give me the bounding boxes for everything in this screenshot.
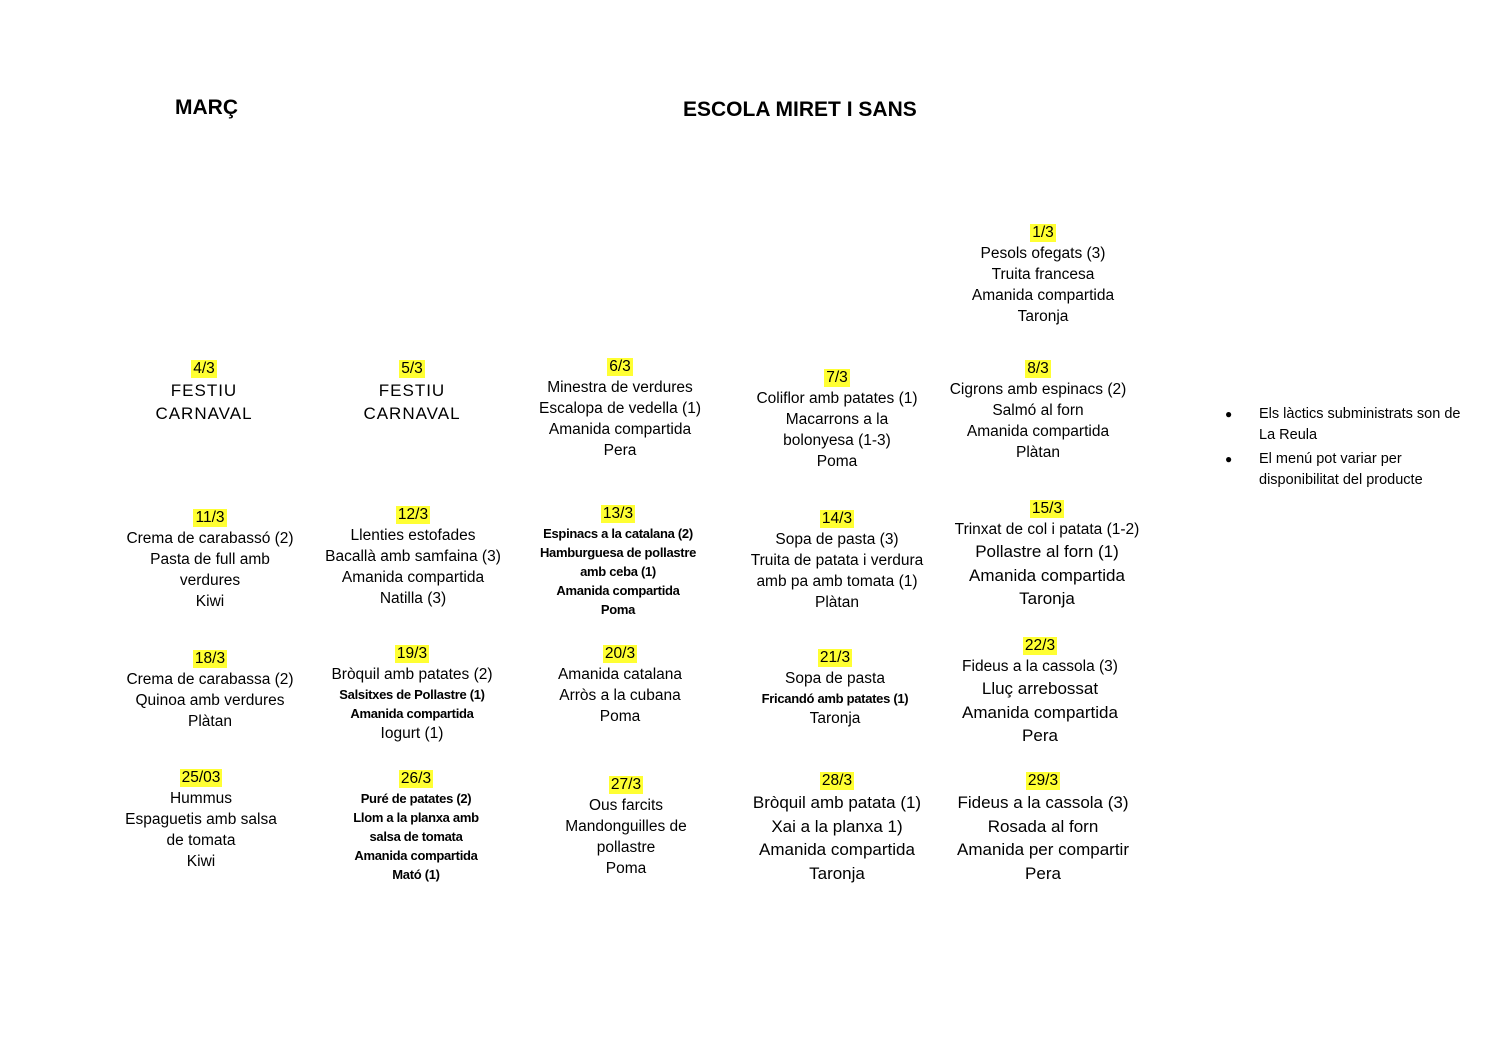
bullet-icon: ● <box>1225 452 1233 466</box>
menu-line: Puré de patates (2) <box>360 791 472 806</box>
menu-line: Pera <box>1022 726 1058 745</box>
day-cell-12-3 <box>303 504 523 609</box>
menu-line: Llom a la planxa amb <box>353 810 479 825</box>
menu-line: Hamburguesa de pollastre <box>539 545 697 560</box>
menu-line: Cigrons amb espinacs (2) <box>949 381 1127 398</box>
menu-line: Taronja <box>809 710 861 727</box>
day-cell-21-3 <box>725 647 945 729</box>
menu-line: Trinxat de col i patata (1-2) <box>954 521 1140 538</box>
menu-line: Amanida compartida <box>341 569 485 586</box>
day-cell-5-3 <box>302 358 522 425</box>
day-cell-14-3 <box>727 508 947 613</box>
note-item <box>1225 449 1465 491</box>
menu-line: Lluç arrebossat <box>981 679 1099 698</box>
menu-line: salsa de tomata <box>369 829 463 844</box>
day-cell-29-3 <box>933 770 1153 885</box>
day-date: 28/3 <box>821 772 853 789</box>
menu-line: CARNAVAL <box>155 404 253 423</box>
day-date: 14/3 <box>821 510 853 527</box>
day-cell-1-3 <box>933 222 1153 327</box>
menu-line: Salmó al forn <box>992 402 1084 419</box>
day-date: 27/3 <box>610 776 642 793</box>
day-cell-4-3 <box>94 358 314 425</box>
menu-line: Amanida compartida <box>962 702 1118 722</box>
menu-line: Escalopa de vedella (1) <box>539 400 701 417</box>
menu-line: amb pa amb tomata (1) <box>756 573 918 590</box>
menu-line: Truita de patata i verdura <box>750 552 924 569</box>
school-title: ESCOLA MIRET I SANS <box>683 98 917 121</box>
menu-line: Plàtan <box>188 713 232 730</box>
menu-line: Quinoa amb verdures <box>135 692 285 709</box>
menu-line: Minestra de verdures <box>547 379 693 396</box>
day-cell-25-03 <box>91 767 311 872</box>
menu-line: Plàtan <box>815 594 859 611</box>
menu-line: Pera <box>603 442 637 459</box>
menu-line: Espaguetis amb salsa <box>125 811 277 828</box>
day-date: 29/3 <box>1027 772 1059 789</box>
day-cell-11-3 <box>100 507 320 612</box>
menu-line: Mató (1) <box>392 867 440 882</box>
day-cell-7-3 <box>727 367 947 472</box>
day-cell-28-3 <box>727 770 947 885</box>
menu-line: Bròquil amb patates (2) <box>331 666 493 683</box>
day-cell-13-3 <box>508 503 728 619</box>
menu-line: Ous farcits <box>588 797 664 814</box>
menu-line: FESTIU <box>378 381 446 400</box>
menu-line: Kiwi <box>195 593 225 610</box>
menu-line: Rosada al forn <box>987 816 1099 836</box>
menu-line: Plàtan <box>1016 444 1060 461</box>
day-date: 19/3 <box>396 645 428 662</box>
day-date: 6/3 <box>609 358 631 375</box>
menu-line: Natilla (3) <box>379 590 447 607</box>
note-item <box>1225 404 1465 446</box>
menu-line: Taronja <box>1017 308 1069 325</box>
day-cell-27-3 <box>516 774 736 879</box>
day-cell-6-3 <box>510 356 730 461</box>
day-date: 20/3 <box>604 645 636 662</box>
menu-line: Fideus a la cassola (3) <box>957 793 1129 812</box>
menu-line: Kiwi <box>186 853 216 870</box>
note-text: El menú pot variar per disponibilitat del producte <box>1259 451 1423 488</box>
menu-line: Coliflor amb patates (1) <box>756 390 918 407</box>
menu-line: Iogurt (1) <box>380 725 444 742</box>
menu-line: Macarrons a la <box>785 411 889 428</box>
day-cell-22-3 <box>930 635 1150 748</box>
menu-line: Amanida compartida <box>759 840 915 859</box>
menu-line: Taronja <box>1019 589 1075 608</box>
menu-line: Sopa de pasta (3) <box>775 531 899 548</box>
day-date: 13/3 <box>602 505 634 522</box>
day-date: 7/3 <box>826 369 848 386</box>
menu-line: Poma <box>599 708 641 725</box>
menu-line: Amanida compartida <box>556 583 680 598</box>
day-date: 22/3 <box>1024 637 1056 654</box>
menu-line: Crema de carabassa (2) <box>126 671 294 688</box>
day-date: 26/3 <box>400 770 432 787</box>
menu-line: bolonyesa (1-3) <box>783 432 891 449</box>
menu-line: Amanida compartida <box>971 287 1115 304</box>
menu-line: Amanida compartida <box>548 421 692 438</box>
menu-line: pollastre <box>596 839 656 856</box>
menu-line: Amanida catalana <box>557 666 683 683</box>
day-cell-15-3 <box>937 498 1157 611</box>
day-date: 12/3 <box>397 506 429 523</box>
menu-line: Espinacs a la catalana (2) <box>543 526 693 541</box>
menu-line: Amanida compartida <box>969 565 1125 585</box>
day-cell-18-3 <box>100 648 320 732</box>
day-date: 15/3 <box>1031 500 1063 517</box>
day-date: 21/3 <box>819 649 851 666</box>
day-cell-19-3 <box>302 643 522 744</box>
day-date: 4/3 <box>193 360 215 377</box>
menu-line: Amanida per compartir <box>957 840 1129 859</box>
day-date: 1/3 <box>1032 224 1054 241</box>
menu-line: Truita francesa <box>991 266 1095 283</box>
menu-line: Poma <box>605 860 647 877</box>
menu-line: Llenties estofades <box>350 527 476 544</box>
menu-line: Hummus <box>169 790 232 807</box>
day-cell-8-3 <box>928 358 1148 463</box>
month-title: MARÇ <box>175 96 238 119</box>
notes-list <box>1225 404 1465 494</box>
menu-line: Xai a la planxa 1) <box>771 816 903 836</box>
day-date: 11/3 <box>195 509 225 526</box>
day-date: 18/3 <box>194 650 226 667</box>
menu-line: verdures <box>179 572 241 589</box>
menu-line: Amanida compartida <box>350 706 474 721</box>
day-date: 5/3 <box>401 360 423 377</box>
day-date: 8/3 <box>1027 360 1049 377</box>
menu-line: Pera <box>1025 863 1061 883</box>
menu-line: Sopa de pasta <box>785 670 885 687</box>
menu-line: Pollastre al forn (1) <box>975 542 1119 561</box>
menu-line: Taronja <box>809 863 865 883</box>
day-cell-20-3 <box>510 643 730 727</box>
menu-line: Mandonguilles de <box>565 818 687 835</box>
menu-line: Fideus a la cassola (3) <box>962 658 1118 675</box>
menu-line: Amanida compartida <box>354 848 478 863</box>
menu-line: Bacallà amb samfaina (3) <box>325 548 501 565</box>
menu-line: Poma <box>816 453 858 470</box>
menu-line: Fricandó amb patates (1) <box>761 691 909 706</box>
menu-line: Crema de carabassó (2) <box>126 530 294 547</box>
day-cell-26-3 <box>306 768 526 884</box>
note-text: Els làctics subministrats son de La Reula <box>1259 406 1461 443</box>
menu-line: Arròs a la cubana <box>559 687 681 704</box>
menu-line: FESTIU <box>170 381 238 400</box>
menu-line: Pasta de full amb <box>150 551 270 568</box>
menu-line: Poma <box>600 602 636 617</box>
menu-line: Pesols ofegats (3) <box>980 245 1106 262</box>
menu-line: Salsitxes de Pollastre (1) <box>339 687 485 702</box>
menu-line: CARNAVAL <box>363 404 461 423</box>
menu-line: Bròquil amb patata (1) <box>752 793 922 812</box>
menu-line: Amanida compartida <box>966 423 1110 440</box>
day-date: 25/03 <box>181 769 221 786</box>
menu-line: amb ceba (1) <box>580 564 656 579</box>
bullet-icon: ● <box>1225 407 1233 421</box>
menu-line: de tomata <box>166 832 236 849</box>
